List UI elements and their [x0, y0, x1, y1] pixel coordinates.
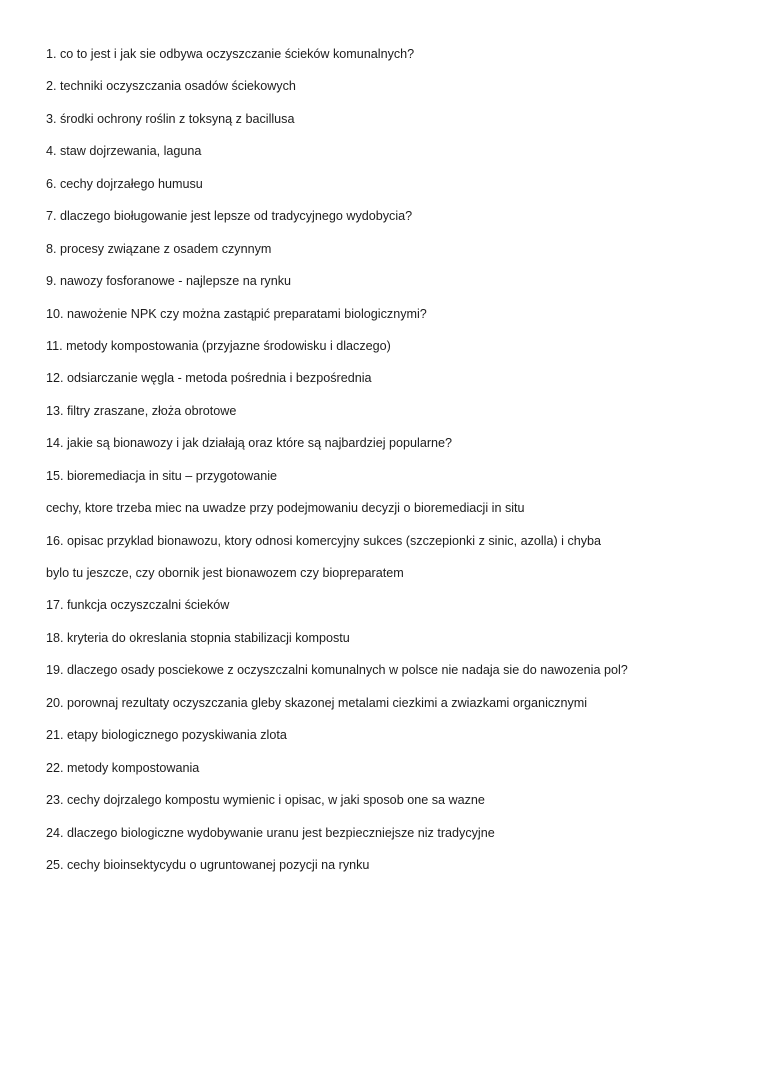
text-line-18: 17. funkcja oczyszczalni ścieków [46, 598, 230, 613]
text-line-16: 16. opisac przyklad bionawozu, ktory odnosi komercyjny sukces (szczepionki z sinic, azolla) i chyba [46, 533, 602, 548]
text-line-15: cechy, ktore trzeba miec na uwadze przy podejmowaniu decyzji o bioremediacji in situ [46, 501, 525, 516]
text-line-21: 20. porownaj rezultaty oczyszczania gleby skazonej metalami ciezkimi a zwiazkami organicznymi [46, 695, 588, 710]
text-line-1: 1. co to jest i jak sie odbywa oczyszczanie ścieków komunalnych? [46, 47, 415, 61]
text-line-3: 3. środki ochrony roślin z toksyną z bacillusa [46, 111, 295, 126]
text-line-8: 9. nawozy fosforanowe - najlepsze na rynku [46, 274, 292, 289]
text-line-17: bylo tu jeszcze, czy obornik jest bionawozem czy biopreparatem [46, 566, 404, 580]
text-line-5: 6. cechy dojrzałego humusu [46, 176, 203, 191]
text-line-14: 15. bioremediacja in situ – przygotowanie [46, 468, 278, 483]
text-line-26: 25. cechy bioinsektycydu o ugruntowanej pozycji na rynku [46, 857, 370, 872]
text-line-10: 11. metody kompostowania (przyjazne środowisku i dlaczego) [46, 338, 391, 353]
text-line-13: 14. jakie są bionawozy i jak działają oraz które są najbardziej popularne? [46, 436, 453, 451]
text-line-23: 22. metody kompostowania [46, 760, 200, 775]
text-line-4: 4. staw dojrzewania, laguna [46, 144, 202, 159]
text-line-19: 18. kryteria do okreslania stopnia stabilizacji kompostu [46, 630, 350, 645]
text-line-2: 2. techniki oczyszczania osadów ściekowych [46, 79, 296, 94]
text-line-22: 21. etapy biologicznego pozyskiwania zlota [46, 728, 287, 743]
text-line-25: 24. dlaczego biologiczne wydobywanie uranu jest bezpieczniejsze niz tradycyjne [46, 825, 495, 840]
text-line-7: 8. procesy związane z osadem czynnym [46, 241, 272, 256]
text-line-20: 19. dlaczego osady posciekowe z oczyszczalni komunalnych w polsce nie nadaja sie do nawozenia pol? [46, 663, 628, 678]
text-line-9: 10. nawożenie NPK czy można zastąpić preparatami biologicznymi? [46, 306, 427, 321]
text-line-24: 23. cechy dojrzalego kompostu wymienic i opisac, w jaki sposob one sa wazne [46, 793, 485, 808]
text-line-12: 13. filtry zraszane, złoża obrotowe [46, 403, 237, 418]
text-line-11: 12. odsiarczanie węgla - metoda pośrednia i bezpośrednia [46, 371, 372, 386]
text-line-6: 7. dlaczego bioługowanie jest lepsze od tradycyjnego wydobycia? [46, 209, 413, 224]
